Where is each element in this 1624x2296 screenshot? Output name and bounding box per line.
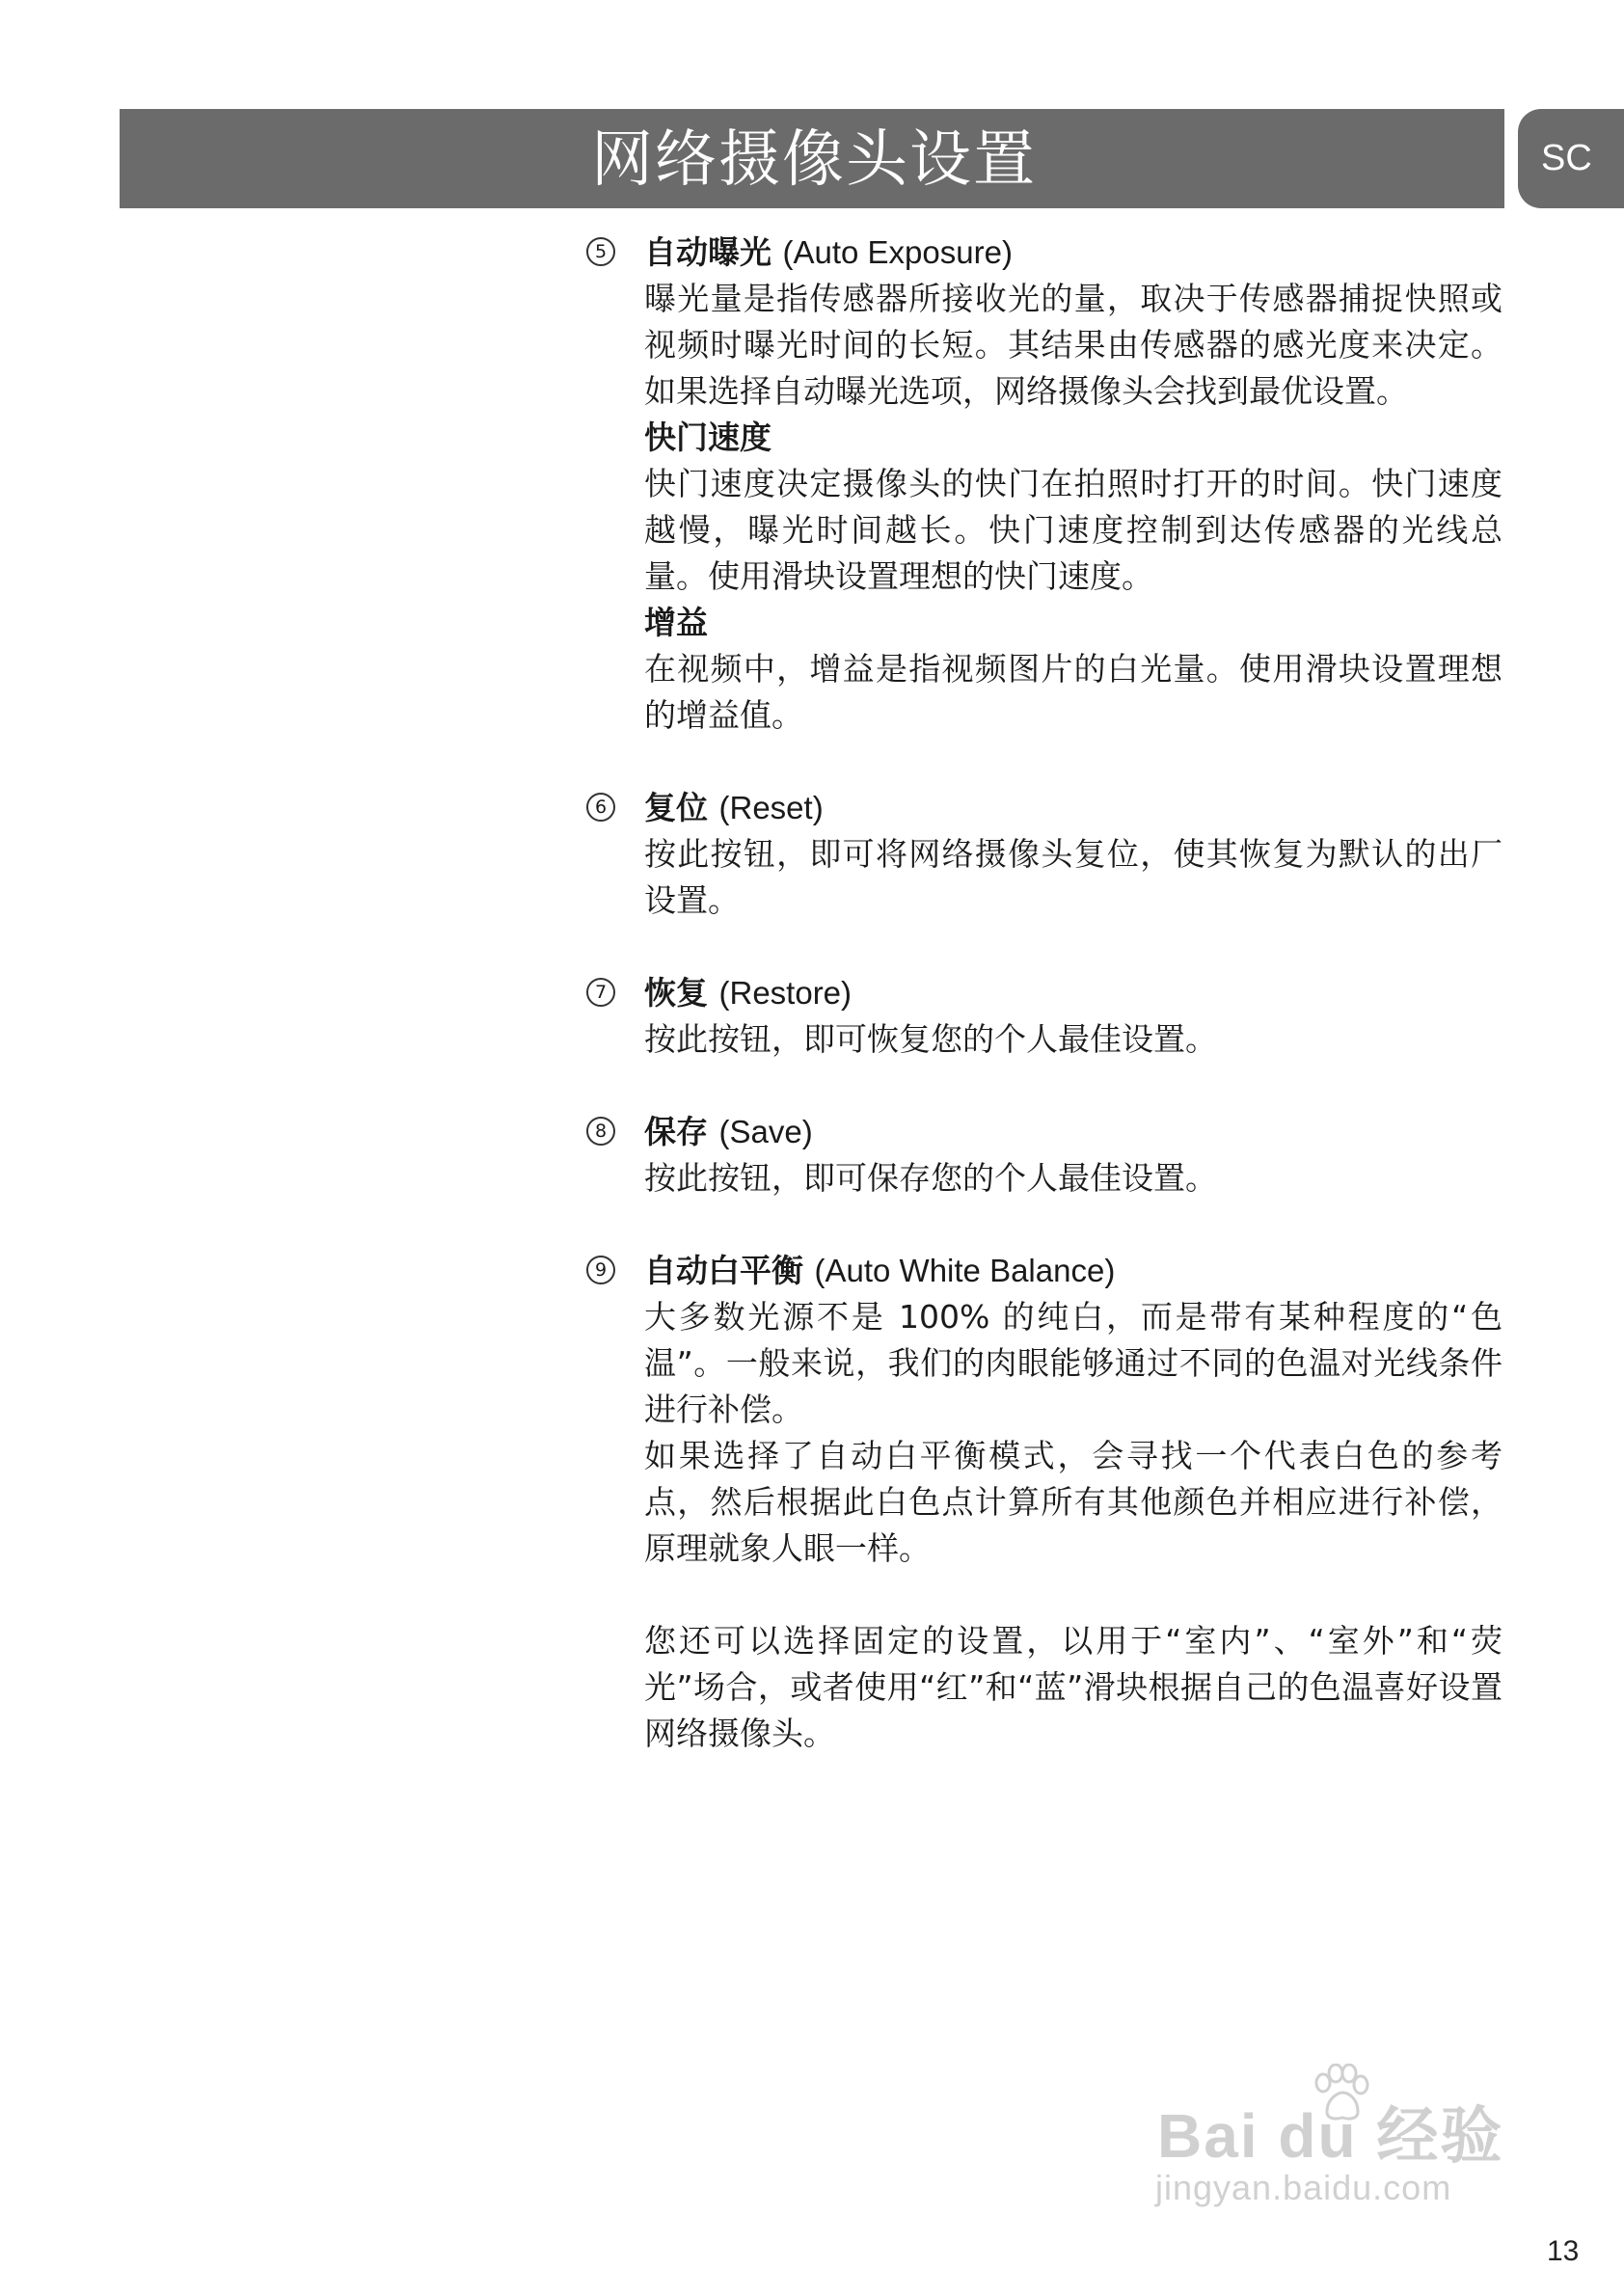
paragraph: 快门速度决定摄像头的快门在拍照时打开的时间。快门速度越慢，曝光时间越长。快门速度控制到达传感器的光线总量。使用滑块设置理想的快门速度。 — [644, 465, 1502, 595]
section-heading — [586, 970, 1502, 1016]
section-number: 6 — [586, 793, 615, 822]
section-auto-white-balance — [586, 1248, 1502, 1757]
baidu-watermark — [1146, 2064, 1531, 2218]
section-auto-exposure — [586, 230, 1502, 739]
section-title — [644, 970, 852, 1016]
section-number: 5 — [586, 237, 615, 266]
section-title-cn: 自动白平衡 — [644, 1252, 803, 1289]
section-number: 7 — [586, 978, 615, 1007]
page-title: 网络摄像头设置 — [591, 124, 1037, 196]
section-title-en: (Auto Exposure) — [782, 234, 1013, 270]
section-title-en: (Auto White Balance) — [814, 1253, 1116, 1288]
section-heading — [586, 1109, 1502, 1155]
subheading-gain: 增益 — [644, 604, 708, 641]
subheading-shutter-speed: 快门速度 — [644, 419, 771, 456]
section-title — [644, 1248, 1115, 1294]
section-heading — [586, 785, 1502, 831]
section-heading — [586, 230, 1502, 276]
section-title-cn: 自动曝光 — [644, 233, 771, 271]
section-number: 8 — [586, 1117, 615, 1146]
section-title-en: (Reset) — [718, 790, 824, 825]
language-tab-label: SC — [1541, 138, 1592, 178]
paragraph: 如果选择了自动白平衡模式，会寻找一个代表白色的参考点，然后根据此白色点计算所有其他颜色并相应进行补偿，原理就象人眼一样。 — [644, 1437, 1502, 1567]
watermark-url: jingyan.baidu.com — [1155, 2168, 1452, 2207]
section-title — [644, 230, 1013, 276]
section-reset — [586, 785, 1502, 924]
watermark-brand: Bai du 经验 — [1157, 2101, 1504, 2171]
paragraph: 曝光量是指传感器所接收光的量，取决于传感器捕捉快照或视频时曝光时间的长短。其结果由传感器的感光度来决定。如果选择自动曝光选项，网络摄像头会找到最优设置。 — [644, 280, 1502, 410]
paragraph: 您还可以选择固定的设置，以用于“室内”、“室外”和“荧光”场合，或者使用“红”和“蓝”滑块根据自己的色温喜好设置网络摄像头。 — [644, 1622, 1502, 1752]
paragraph: 按此按钮，即可恢复您的个人最佳设置。 — [644, 1020, 1217, 1058]
section-title-cn: 恢复 — [644, 974, 708, 1012]
section-title-en: (Restore) — [718, 975, 853, 1011]
paragraph: 按此按钮，即可将网络摄像头复位，使其恢复为默认的出厂设置。 — [644, 835, 1502, 919]
paragraph: 大多数光源不是 100% 的纯白，而是带有某种程度的“色温”。一般来说，我们的肉眼能够通过不同的色温对光线条件进行补偿。 — [644, 1298, 1502, 1428]
paragraph: 按此按钮，即可保存您的个人最佳设置。 — [644, 1159, 1217, 1197]
section-heading — [586, 1248, 1502, 1294]
section-restore — [586, 970, 1502, 1063]
section-title-cn: 保存 — [644, 1113, 708, 1150]
section-save — [586, 1109, 1502, 1202]
paragraph: 在视频中，增益是指视频图片的白光量。使用滑块设置理想的增益值。 — [644, 650, 1502, 734]
section-title — [644, 1109, 813, 1155]
section-title — [644, 785, 824, 831]
page-number: 13 — [1547, 2235, 1580, 2267]
section-title-en: (Save) — [718, 1114, 813, 1149]
main-content — [586, 230, 1502, 1757]
section-title-cn: 复位 — [644, 789, 708, 826]
section-number: 9 — [586, 1256, 615, 1284]
